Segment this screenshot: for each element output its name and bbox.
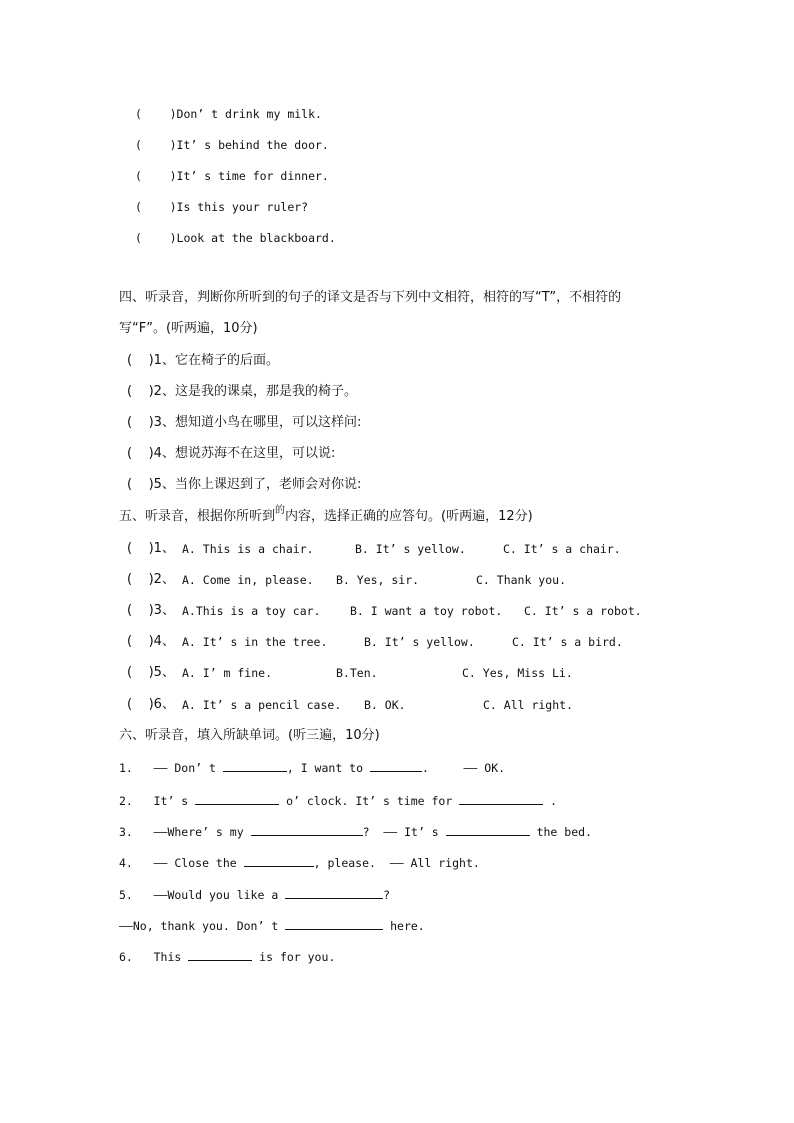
option-a: A. Come in, please. [182,573,314,587]
answer-blank[interactable] [446,823,530,836]
answer-blank[interactable] [223,759,287,772]
fill-in-item [119,917,425,934]
item-text: 6. This [119,950,189,964]
item-text: ? —— It’ s [362,825,446,839]
option-a: A. It’ s in the tree. [182,635,328,649]
title-part: 五、听录音，根据你所听到 [119,509,276,524]
tf-item: ( )1、它在椅子的后面。 [127,353,279,368]
answer-blank[interactable] [285,917,383,930]
fill-in-item [119,823,592,840]
question-number: ( )6、 [127,697,175,712]
fill-in-item [119,886,390,903]
option-a: A.This is a toy car. [182,604,321,618]
title-sup: 的 [275,505,286,516]
list-item: ( )It’ s behind the door. [135,138,329,152]
section-4-title: 四、听录音，判断你所听到的句子的译文是否与下列中文相符，相符的写“T”，不相符的 [119,290,622,305]
option-a: A. It’ s a pencil case. [182,698,342,712]
option-b: B. I want a toy robot. [350,604,503,618]
question-number: ( )4、 [127,634,175,649]
item-text: ? [383,888,391,902]
answer-blank[interactable] [370,759,422,772]
option-c: C. It’ s a chair. [503,542,621,556]
title-part: 内容，选择正确的应答句。(听两遍，12分) [285,509,533,524]
item-text: the bed. [529,825,592,839]
item-text: ——No, thank you. Don’ t [119,919,286,933]
list-item: ( )Is this your ruler? [135,200,309,214]
option-a: A. This is a chair. [182,542,314,556]
answer-blank[interactable] [285,886,383,899]
option-c: C. Yes, Miss Li. [462,666,573,680]
answer-blank[interactable] [244,854,314,867]
list-item: ( )Look at the blackboard. [135,231,336,245]
question-number: ( )1、 [127,541,175,556]
fill-in-item [119,792,557,809]
option-c: C. It’ s a robot. [524,604,642,618]
list-item: ( )It’ s time for dinner. [135,169,329,183]
item-text: is for you. [252,950,336,964]
item-text: 1. —— Don’ t [119,761,223,775]
item-text: o’ clock. It’ s time for [279,794,460,808]
option-b: B. OK. [364,698,406,712]
tf-item: ( )2、这是我的课桌，那是我的椅子。 [127,384,357,399]
item-text: here. [383,919,425,933]
question-number: ( )5、 [127,665,175,680]
option-c: C. It’ s a bird. [512,635,623,649]
tf-item: ( )3、想知道小鸟在哪里，可以这样问: [127,415,362,430]
tf-item: ( )4、想说苏海不在这里，可以说: [127,446,336,461]
item-text: , please. —— All right. [313,856,480,870]
option-c: C. Thank you. [476,573,567,587]
fill-in-item [119,948,335,965]
section-5-title [119,505,533,526]
option-b: B. It’ s yellow. [364,635,475,649]
item-text: , I want to [286,761,370,775]
option-b: B.Ten. [336,666,378,680]
list-item: ( )Don’ t drink my milk. [135,107,322,121]
item-text: . —— OK. [421,761,506,775]
tf-item: ( )5、当你上课迟到了，老师会对你说: [127,477,362,492]
question-number: ( )2、 [127,572,175,587]
answer-blank[interactable] [188,948,252,961]
option-a: A. I’ m fine. [182,666,273,680]
fill-in-item [119,854,480,871]
item-text: . [543,794,558,808]
item-text: 4. —— Close the [119,856,244,870]
question-number: ( )3、 [127,603,175,618]
answer-blank[interactable] [251,823,363,836]
option-c: C. All right. [483,698,574,712]
option-b: B. It’ s yellow. [355,542,466,556]
section-6-title: 六、听录音，填入所缺单词。(听三遍，10分) [119,728,380,743]
option-b: B. Yes, sir. [336,573,420,587]
item-text: 2. It’ s [119,794,196,808]
fill-in-item [119,759,505,776]
section-4-title-cont: 写“F”。(听两遍，10分) [119,321,258,336]
answer-blank[interactable] [195,792,279,805]
item-text: 5. ——Would you like a [119,888,286,902]
answer-blank[interactable] [459,792,543,805]
item-text: 3. ——Where’ s my [119,825,251,839]
